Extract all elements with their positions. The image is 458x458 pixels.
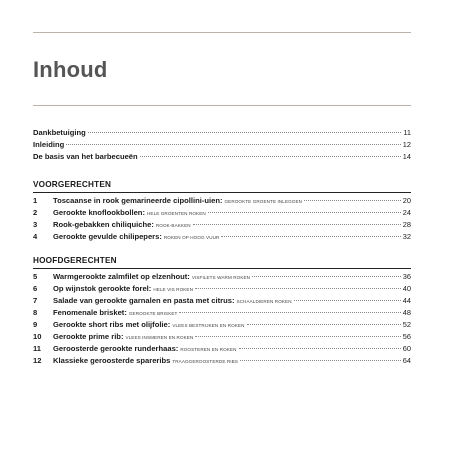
- entry-label: Gerookte short ribs met olijfolie:: [53, 320, 171, 329]
- section-divider: [33, 268, 411, 269]
- entry-technique: VLEES BESTRIJKEN EN ROKEN: [172, 323, 245, 328]
- section-voorgerechten: [33, 178, 411, 243]
- entry-technique: GEROOKTE GROENTE INLEGGEN: [224, 199, 303, 204]
- entry-technique: VISFILETS WARM ROKEN: [191, 275, 251, 280]
- toc-entry[interactable]: [33, 307, 411, 319]
- page-number: 28: [402, 220, 411, 229]
- entry-number: 10: [33, 332, 42, 341]
- section-heading: VOORGERECHTEN: [33, 180, 112, 189]
- entry-label: Klassieke geroosterde spareribs: [53, 356, 171, 365]
- entry-technique: TRAAGGEROOSTERDE RIBS: [172, 359, 239, 364]
- toc-entry[interactable]: [33, 127, 411, 139]
- entry-number: 6: [33, 284, 38, 293]
- leader-dots: [294, 300, 401, 301]
- toc-entry[interactable]: [33, 283, 411, 295]
- entry-label: Gerookte knoflookbollen:: [53, 208, 145, 217]
- toc-entry[interactable]: [33, 151, 411, 163]
- page-number: 11: [403, 128, 411, 137]
- toc-entry[interactable]: [33, 355, 411, 367]
- section-heading: HOOFDGERECHTEN: [33, 256, 117, 265]
- page-number: 40: [402, 284, 411, 293]
- entry-label: Rook-gebakken chiliquiche:: [53, 220, 154, 229]
- toc-entry[interactable]: [33, 331, 411, 343]
- leader-dots: [240, 360, 401, 361]
- leader-dots: [252, 276, 401, 277]
- entry-number: 5: [33, 272, 38, 281]
- entry-technique: HELE GROENTEN ROKEN: [146, 211, 206, 216]
- page-number: 48: [402, 308, 411, 317]
- toc-entry[interactable]: [33, 231, 411, 243]
- entry-number: 9: [33, 320, 38, 329]
- front-matter-list: [33, 127, 411, 163]
- page-number: 64: [402, 356, 411, 365]
- entry-number: 3: [33, 220, 38, 229]
- toc-entry[interactable]: [33, 271, 411, 283]
- entry-label: Gerookte prime rib:: [53, 332, 124, 341]
- page-number: 36: [402, 272, 411, 281]
- page-number: 32: [402, 232, 411, 241]
- entry-technique: ROOSTEREN EN ROKEN: [180, 347, 237, 352]
- entry-label: Fenomenale brisket:: [53, 308, 127, 317]
- entry-label: Gerookte gevulde chilipepers:: [53, 232, 162, 241]
- entry-number: 2: [33, 208, 38, 217]
- entry-label: Warmgerookte zalmfilet op elzenhout:: [53, 272, 190, 281]
- section-hoofdgerechten: [33, 254, 411, 367]
- leader-dots: [140, 156, 401, 157]
- leader-dots: [221, 236, 400, 237]
- leader-dots: [195, 288, 401, 289]
- page-number: 52: [402, 320, 411, 329]
- leader-dots: [239, 348, 401, 349]
- page-title: Inhoud: [33, 57, 108, 82]
- entry-label: Op wijnstok gerookte forel:: [53, 284, 152, 293]
- leader-dots: [304, 200, 401, 201]
- leader-dots: [193, 224, 401, 225]
- page-number: 24: [402, 208, 411, 217]
- entry-number: 1: [33, 196, 38, 205]
- entry-label: Salade van gerookte garnalen en pasta met citrus:: [53, 296, 235, 305]
- page-number: 44: [402, 296, 411, 305]
- entry-technique: SCHAALDIEREN ROKEN: [236, 299, 292, 304]
- entry-number: 8: [33, 308, 38, 317]
- entry-label: Dankbetuiging: [33, 128, 86, 137]
- entry-label: Geroosterde gerookte runderhaas:: [53, 344, 179, 353]
- entry-technique: VLEES INSMEREN EN ROKEN: [125, 335, 194, 340]
- page-number: 20: [402, 196, 411, 205]
- entry-label: Inleiding: [33, 140, 65, 149]
- leader-dots: [66, 144, 401, 145]
- toc-entry[interactable]: [33, 295, 411, 307]
- page-number: 12: [402, 140, 411, 149]
- entry-technique: ROOK-BAKKEN: [155, 223, 191, 228]
- entry-technique: ROKEN OP HOOG VUUR: [163, 235, 220, 240]
- toc-entry[interactable]: [33, 219, 411, 231]
- section-divider: [33, 192, 411, 193]
- page-number: 14: [402, 152, 411, 161]
- leader-dots: [179, 312, 400, 313]
- top-rule: [33, 32, 411, 33]
- page-number: 60: [402, 344, 411, 353]
- toc-entry[interactable]: [33, 319, 411, 331]
- leader-dots: [208, 212, 401, 213]
- toc-entry[interactable]: [33, 343, 411, 355]
- leader-dots: [247, 324, 401, 325]
- toc-entry[interactable]: [33, 139, 411, 151]
- entry-number: 11: [33, 344, 42, 353]
- entry-technique: HELE VIS ROKEN: [153, 287, 194, 292]
- entry-number: 4: [33, 232, 38, 241]
- entry-label: De basis van het barbecueën: [33, 152, 138, 161]
- toc-entry[interactable]: [33, 195, 411, 207]
- entry-number: 12: [33, 356, 42, 365]
- leader-dots: [195, 336, 400, 337]
- page-number: 56: [402, 332, 411, 341]
- leader-dots: [88, 132, 402, 133]
- entry-label: Toscaanse in rook gemarineerde cipollini-uien:: [53, 196, 223, 205]
- toc-entry[interactable]: [33, 207, 411, 219]
- title-rule: [33, 105, 411, 106]
- entry-technique: GEROOKTE BRISKET: [128, 311, 178, 316]
- entry-number: 7: [33, 296, 38, 305]
